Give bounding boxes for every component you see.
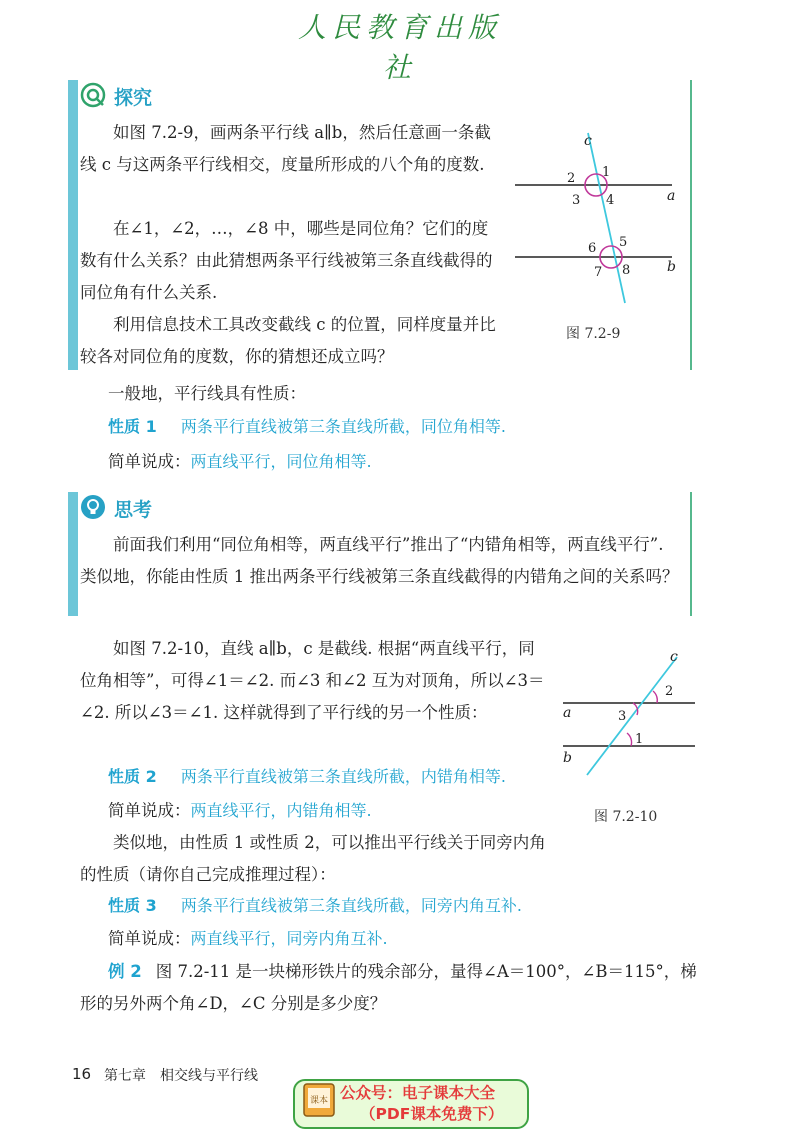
explore-left-bar [68,80,78,370]
angle-3-label: 3 [618,709,627,724]
angle-7-label: 7 [594,265,603,280]
similar-paragraph: 类似地，由性质 1 或性质 2，可以推出平行线关于同旁内角的性质（请你自己完成推理过程）： [80,833,546,884]
simple-2-text: 两直线平行，内错角相等. [190,801,372,820]
book-icon [302,1082,336,1122]
think-right-border [690,492,692,616]
angle-1-label: 1 [602,165,611,180]
figure-7-2-9 [510,128,690,318]
line-c [587,657,677,775]
label-c: c [584,133,592,149]
explore-paragraph-3: 利用信息技术工具改变截线 c 的位置，同样度量并比较各对同位角的度数，你的猜想还成立吗？ [80,315,496,366]
publisher-logo: 人民教育出版社 [297,11,502,84]
book-icon-text: 课本 [309,1096,329,1106]
property-2-label: 性质 2 [108,767,157,786]
angle-4-label: 4 [606,193,615,208]
simple-1-text: 两直线平行，同位角相等. [190,452,372,471]
angle-6-label: 6 [588,241,597,256]
property-1 [108,412,506,442]
example-2-text: 图 7.2-11 是一块梯形铁片的残余部分，量得∠A＝100°，∠B＝115°，梯形的另外两个角∠D，∠C 分别是多少度？ [80,962,697,1013]
think-left-bar [68,492,78,616]
label-b: b [667,259,676,275]
think-title: 思考 [114,499,153,521]
angle-2-label: 2 [567,171,576,186]
label-b: b [563,750,572,766]
label-c: c [670,649,678,665]
property-3-label: 性质 3 [108,896,157,915]
chapter-title: 第七章 相交线与平行线 [104,1068,258,1084]
property-3 [108,891,522,921]
property-3-text: 两条平行直线被第三条直线所截，同旁内角互补. [180,896,522,915]
property-1-label: 性质 1 [108,417,157,436]
label-a: a [563,705,572,721]
badge-line-1: 公众号：电子课本大全 [340,1084,496,1102]
angle-1-label: 1 [635,732,644,747]
example-2-label: 例 2 [108,962,142,981]
simple-3-prefix: 简单说成： [108,929,191,948]
property-2 [108,762,506,792]
explore-paragraph-1: 如图 7.2-9，画两条平行线 a∥b，然后任意画一条截线 c 与这两条平行线相交，度量所形成的八个角的度数. [80,123,491,174]
example-2 [80,956,700,1020]
simple-statement-2 [108,796,372,826]
angle-3-label: 3 [572,193,581,208]
explore-paragraph-2: 在∠1，∠2，…，∠8 中，哪些是同位角？它们的度数有什么关系？由此猜想两条平行线被第三条直线截得的同位角有什么关系. [80,219,493,302]
label-a: a [667,188,676,204]
angle-arc-2 [653,691,657,703]
think-paragraph: 前面我们利用“同位角相等，两直线平行”推出了“内错角相等，两直线平行”. 类似地，你能由性质 1 推出两条平行线被第三条直线截得的内错角之间的关系吗？ [80,535,679,586]
angle-5-label: 5 [619,235,628,250]
intro-text: 一般地，平行线具有性质： [108,384,306,403]
figure-7-2-9-caption: 图 7.2-9 [566,326,621,342]
figure-7-2-10-paragraph: 如图 7.2-10，直线 a∥b，c 是截线. 根据“两直线平行，同位角相等”，可得∠1＝∠2. 而∠3 和∠2 互为对顶角，所以∠3＝∠2. 所以∠3＝∠1. 这样就得到了平行线的另一个性质： [80,639,545,722]
angle-2-label: 2 [665,684,674,699]
simple-2-prefix: 简单说成： [108,801,191,820]
explore-right-border [690,80,692,370]
explore-title: 探究 [114,87,153,109]
page-number: 16 [72,1065,92,1083]
property-2-text: 两条平行直线被第三条直线所截，内错角相等. [180,767,506,786]
simple-statement-3 [108,924,388,954]
figure-7-2-10 [555,645,705,780]
badge-line-2: （PDF课本免费下） [360,1105,504,1123]
explore-icon [80,82,106,108]
lightbulb-icon [80,494,106,520]
simple-statement-1 [108,447,372,477]
angle-8-label: 8 [622,263,631,278]
simple-3-text: 两直线平行，同旁内角互补. [190,929,388,948]
figure-7-2-10-caption: 图 7.2-10 [594,809,658,825]
angle-arc-1 [627,733,632,746]
simple-1-prefix: 简单说成： [108,452,191,471]
property-1-text: 两条平行直线被第三条直线所截，同位角相等. [180,417,506,436]
